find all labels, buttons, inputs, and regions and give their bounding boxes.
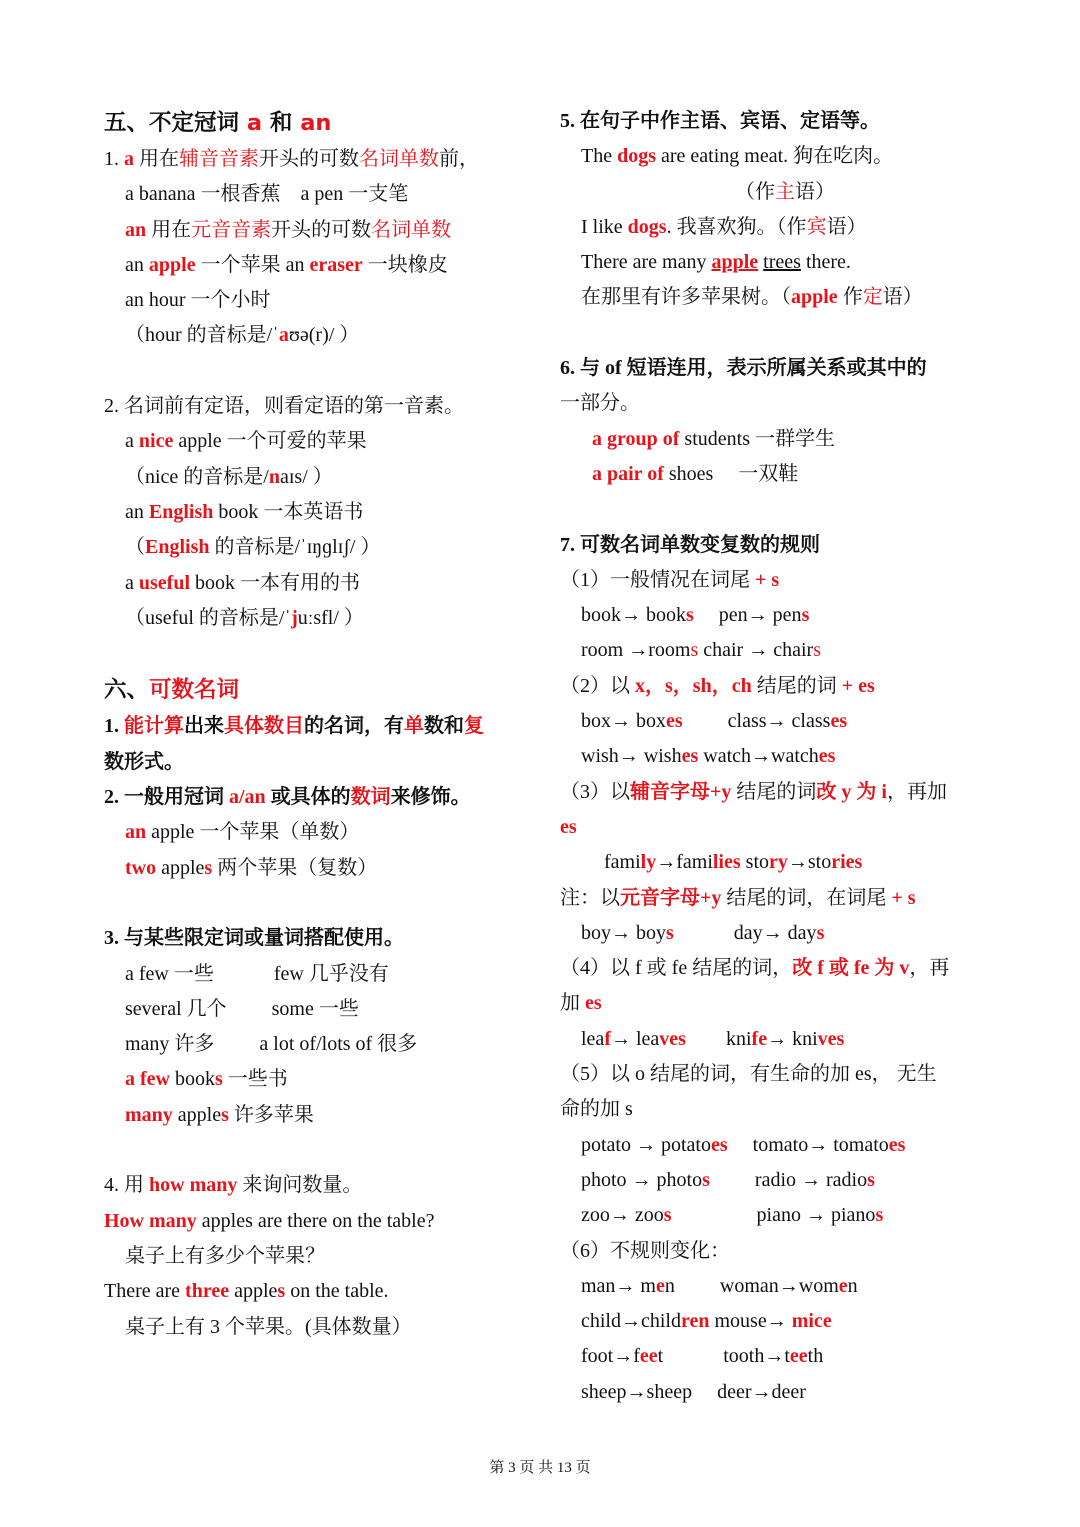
left-section-heading xyxy=(104,104,544,142)
left-text-line xyxy=(104,1310,544,1345)
left-text-line xyxy=(104,495,544,530)
text-segment: 桌子上有 3 个苹果。(具体数量） xyxy=(125,1315,412,1338)
text-segment: zoo→ zoo xyxy=(581,1204,664,1227)
text-segment: s xyxy=(801,604,810,627)
left-text-line xyxy=(104,318,544,353)
text-segment: uːsfl/ ） xyxy=(297,606,364,629)
left-text-line xyxy=(104,566,544,601)
left-text-line xyxy=(104,709,544,744)
text-segment: The xyxy=(581,145,618,168)
text-segment: English xyxy=(145,536,210,559)
text-segment: 语） xyxy=(882,286,923,309)
text-segment: eraser xyxy=(309,253,363,276)
text-segment: book 一本有用的书 xyxy=(190,571,361,594)
left-column xyxy=(104,104,544,1345)
right-text-line xyxy=(560,669,980,704)
left-text-line xyxy=(104,142,544,177)
text-segment: a xyxy=(124,148,134,170)
left-text-line xyxy=(104,389,544,424)
text-segment: mice xyxy=(791,1310,832,1333)
text-segment: ry xyxy=(769,851,788,874)
text-segment: are eating meat. 狗在吃肉。 xyxy=(656,145,894,168)
text-segment: （3）以 xyxy=(560,780,630,803)
right-text-line xyxy=(560,1339,980,1374)
text-segment: 1. xyxy=(104,715,124,738)
text-segment: There are many xyxy=(581,251,712,274)
text-segment: two xyxy=(125,856,157,879)
text-segment: 2. 名词前有定语，则看定语的第一音素。 xyxy=(104,395,464,418)
text-segment: （6）不规则变化： xyxy=(560,1239,730,1262)
right-column xyxy=(560,104,980,1410)
text-segment: ，再加 xyxy=(886,780,947,803)
right-text-line xyxy=(560,104,980,139)
text-segment: nice xyxy=(138,430,174,453)
text-segment: x，s，sh，ch xyxy=(635,674,752,697)
text-segment: radio → radio xyxy=(709,1168,868,1191)
text-segment: 或具体的 xyxy=(265,786,351,809)
text-segment: apples are there on the table? xyxy=(196,1209,435,1232)
text-segment: 1. xyxy=(104,148,124,170)
text-segment: s xyxy=(816,921,825,944)
text-segment: 和 xyxy=(262,110,301,136)
right-text-line xyxy=(560,986,980,1021)
text-segment: （5）以 o 结尾的词，有生命的加 es， 无生 xyxy=(560,1063,937,1086)
text-segment: 加 xyxy=(560,992,585,1015)
right-text-line xyxy=(560,1234,980,1269)
text-segment: a banana 一根香蕉 a pen 一支笔 xyxy=(125,183,409,206)
right-text-line xyxy=(560,1163,980,1198)
text-segment: es xyxy=(710,1133,728,1156)
text-segment: 许多苹果 xyxy=(228,1103,314,1126)
text-segment: （hour 的音标是/ˈ xyxy=(125,324,279,347)
text-segment: 来修饰。 xyxy=(390,786,471,809)
text-segment: fami xyxy=(604,851,641,874)
text-segment: boy→ boy xyxy=(581,921,666,944)
left-text-line xyxy=(104,1274,544,1309)
text-segment: s xyxy=(702,1168,710,1191)
text-segment: s xyxy=(204,856,213,879)
right-text-line xyxy=(560,810,980,845)
left-text-line xyxy=(104,177,544,212)
right-text-line xyxy=(560,1092,980,1127)
text-segment: es xyxy=(818,745,836,768)
right-text-line xyxy=(560,351,980,386)
text-segment: 4. 用 xyxy=(104,1174,149,1197)
text-segment: e xyxy=(656,1274,665,1297)
text-segment: 六、 xyxy=(104,677,150,704)
text-segment: 五、不定冠词 xyxy=(104,110,247,136)
text-segment: es xyxy=(888,1133,906,1156)
text-segment: fe xyxy=(751,1027,768,1050)
text-segment: 7. 可数名词单数变复数的规则 xyxy=(560,533,820,556)
text-segment: an xyxy=(125,500,149,523)
text-segment: 定 xyxy=(862,286,883,309)
text-segment: an xyxy=(125,253,149,276)
text-segment: t tooth→t xyxy=(657,1345,790,1368)
left-text-line xyxy=(104,780,544,815)
text-segment: ee xyxy=(789,1345,808,1368)
left-text-line xyxy=(104,1098,544,1133)
text-segment: 语） xyxy=(795,180,835,203)
text-segment: →fami xyxy=(656,851,713,874)
right-text-line xyxy=(560,280,980,315)
text-segment: 作 xyxy=(837,286,863,309)
text-segment: a xyxy=(125,430,139,453)
text-segment: child→child xyxy=(581,1310,681,1333)
text-segment: ries xyxy=(831,851,863,874)
text-segment: apple xyxy=(148,253,196,276)
left-text-line xyxy=(104,248,544,283)
text-segment: how many xyxy=(149,1174,238,1197)
text-segment: dogs xyxy=(617,145,656,168)
text-segment: class→ class xyxy=(682,710,831,733)
text-segment: 主 xyxy=(775,180,795,203)
right-text-line xyxy=(560,704,980,739)
text-segment: s xyxy=(277,1280,286,1303)
text-segment: chair → chair xyxy=(698,639,814,662)
text-segment: an xyxy=(300,110,332,136)
text-segment: I like xyxy=(581,215,628,238)
text-segment: many xyxy=(125,1103,173,1126)
text-segment: there. xyxy=(800,251,851,274)
text-segment: →sto xyxy=(787,851,832,874)
text-segment: es xyxy=(830,710,848,733)
text-segment: （ xyxy=(125,536,145,559)
text-segment: watch→watch xyxy=(698,745,819,768)
text-segment: useful xyxy=(138,571,191,594)
text-segment: How many xyxy=(104,1209,197,1232)
text-segment: ren xyxy=(680,1310,710,1333)
right-text-line xyxy=(560,457,980,492)
left-text-line xyxy=(104,1027,544,1062)
text-segment: （2）以 xyxy=(560,674,635,697)
text-segment: shoes 一双鞋 xyxy=(663,462,799,485)
text-segment: 在那里有许多苹果树。（ xyxy=(581,286,791,309)
text-segment: 名词单数 xyxy=(359,148,439,170)
text-segment: （nice 的音标是/ xyxy=(125,465,269,488)
text-segment: a group of xyxy=(592,427,680,450)
left-text-line xyxy=(104,1062,544,1097)
right-text-line xyxy=(560,1022,980,1057)
text-segment: 具体数目 xyxy=(224,715,304,738)
right-text-line xyxy=(560,245,980,280)
text-segment: piano → piano xyxy=(671,1204,876,1227)
left-spacer xyxy=(104,636,544,671)
text-segment: s xyxy=(875,1204,884,1227)
text-segment: apple 一个可爱的苹果 xyxy=(173,430,367,453)
text-segment: （作 xyxy=(735,180,775,203)
text-segment: apple xyxy=(172,1103,222,1126)
text-segment: → lea xyxy=(610,1027,660,1050)
text-segment: pen→ pen xyxy=(693,604,802,627)
text-segment: apple 一个苹果（单数） xyxy=(146,821,360,844)
text-segment: 名词单数 xyxy=(371,218,452,241)
left-spacer xyxy=(104,354,544,389)
text-segment: tomato→ tomato xyxy=(727,1133,889,1156)
text-segment: 辅音字母+y xyxy=(630,780,732,803)
right-text-line xyxy=(560,1057,980,1092)
right-text-line xyxy=(560,139,980,174)
right-text-line xyxy=(560,175,980,210)
text-segment: three xyxy=(185,1280,230,1303)
text-segment: many 许多 a lot of/lots of 很多 xyxy=(125,1033,418,1056)
text-segment: sto xyxy=(740,851,769,874)
text-segment: 元音字母+y xyxy=(620,886,722,909)
text-segment: 数和 xyxy=(424,715,464,738)
text-segment: dogs xyxy=(627,215,667,238)
text-segment: apple xyxy=(791,286,838,309)
text-segment: 宾 xyxy=(806,215,827,238)
text-segment: 元音音素 xyxy=(191,218,272,241)
text-segment: 3. 与某些限定词或量词搭配使用。 xyxy=(104,927,404,950)
text-segment: apple xyxy=(229,1280,278,1303)
text-segment: s xyxy=(214,1068,223,1091)
left-text-line xyxy=(104,1239,544,1274)
text-segment: 的名词，有 xyxy=(304,715,404,738)
text-segment: lea xyxy=(581,1027,605,1050)
text-segment: kni xyxy=(685,1027,752,1050)
text-segment: 开头的可数 xyxy=(271,218,372,241)
text-segment: （1）一般情况在词尾 xyxy=(560,568,755,591)
text-segment: . 我喜欢狗。（作 xyxy=(666,215,807,238)
text-segment: 语） xyxy=(826,215,867,238)
text-segment: English xyxy=(148,500,214,523)
text-segment: 开头的可数 xyxy=(259,148,359,170)
right-text-line xyxy=(560,1128,980,1163)
right-text-line xyxy=(560,951,980,986)
right-text-line xyxy=(560,1198,980,1233)
right-spacer xyxy=(560,492,980,527)
text-segment: foot→f xyxy=(581,1345,640,1368)
text-segment: 结尾的词 xyxy=(731,780,817,803)
text-segment: photo → photo xyxy=(581,1168,703,1191)
text-segment: es xyxy=(666,710,683,733)
text-segment: 一部分。 xyxy=(560,392,640,415)
text-segment: day→ day xyxy=(673,921,817,944)
text-segment: book 一本英语书 xyxy=(213,500,364,523)
text-segment: potato → potato xyxy=(581,1133,711,1156)
text-segment: n xyxy=(847,1274,858,1297)
text-segment: a xyxy=(246,110,263,136)
left-text-line xyxy=(104,815,544,850)
text-segment: 一些书 xyxy=(222,1068,288,1091)
text-segment: apple xyxy=(156,856,205,879)
text-segment: j xyxy=(291,606,298,629)
right-text-line xyxy=(560,528,980,563)
text-segment: students 一群学生 xyxy=(679,427,835,450)
page-footer: 第 3 页 共 13 页 xyxy=(489,1460,591,1476)
left-text-line xyxy=(104,1204,544,1239)
right-text-line xyxy=(560,775,980,810)
text-segment: 5. 在句子中作主语、宾语、定语等。 xyxy=(560,110,880,132)
left-section-heading xyxy=(104,671,544,709)
right-text-line xyxy=(560,386,980,421)
left-text-line xyxy=(104,530,544,565)
text-segment: e xyxy=(838,1274,848,1297)
text-segment: mouse→ xyxy=(709,1310,792,1333)
text-segment: es xyxy=(585,992,602,1015)
text-segment: 桌子上有多少个苹果？ xyxy=(125,1244,325,1267)
text-segment: 结尾的词，在词尾 xyxy=(721,886,892,909)
right-text-line xyxy=(560,916,980,951)
text-segment: 来询问数量。 xyxy=(237,1174,363,1197)
text-segment: book xyxy=(169,1068,215,1091)
text-segment: apple xyxy=(711,251,759,274)
text-segment: es xyxy=(560,815,577,838)
right-spacer xyxy=(560,316,980,351)
left-text-line xyxy=(104,1168,544,1203)
text-segment: 可数名词 xyxy=(149,677,240,704)
text-segment: a few 一些 few 几乎没有 xyxy=(125,962,389,985)
text-segment: a xyxy=(125,571,139,594)
text-segment: 用在 xyxy=(134,148,179,170)
text-segment: th xyxy=(807,1345,824,1368)
text-segment: wish→ wish xyxy=(581,745,682,768)
text-segment: several 几个 some 一些 xyxy=(125,997,359,1020)
text-segment: 出来 xyxy=(184,715,224,738)
text-segment: a xyxy=(278,324,289,347)
text-segment: sheep→sheep deer→deer xyxy=(581,1380,806,1403)
left-text-line xyxy=(104,460,544,495)
text-segment: n xyxy=(268,465,280,488)
text-segment: s xyxy=(867,1168,875,1191)
right-text-line xyxy=(560,1304,980,1339)
text-segment: 2. 一般用冠词 xyxy=(104,786,229,809)
right-text-line xyxy=(560,1375,980,1410)
text-segment: 辅音音素 xyxy=(179,148,259,170)
left-text-line xyxy=(104,745,544,780)
text-segment: 数词 xyxy=(350,786,391,809)
text-segment: 命的加 s xyxy=(560,1098,633,1121)
left-text-line xyxy=(104,424,544,459)
text-segment: 单 xyxy=(404,715,424,738)
text-segment: 结尾的词 xyxy=(751,674,842,697)
text-segment: s xyxy=(813,639,821,662)
right-text-line xyxy=(560,563,980,598)
text-segment: s xyxy=(690,639,699,662)
text-segment: 两个苹果（复数） xyxy=(212,856,378,879)
text-segment: a/an xyxy=(229,786,266,809)
text-segment: a few xyxy=(125,1068,170,1091)
text-segment: an xyxy=(125,218,147,241)
text-segment: 一个苹果 an xyxy=(195,253,310,276)
text-segment: 能计算 xyxy=(124,715,184,738)
text-segment: s xyxy=(666,921,674,944)
right-text-line xyxy=(560,598,980,633)
text-segment: ves xyxy=(659,1027,686,1050)
text-segment: 改 y 为 i xyxy=(816,780,887,803)
text-segment: aɪs/ ） xyxy=(280,465,333,488)
text-segment: a pair of xyxy=(592,462,664,485)
text-segment: on the table. xyxy=(285,1280,389,1303)
text-segment: （4）以 f 或 fe 结尾的词， xyxy=(560,957,793,980)
text-segment: + es xyxy=(841,674,875,697)
left-text-line xyxy=(104,601,544,636)
text-segment: There are xyxy=(104,1280,186,1303)
text-segment: lies xyxy=(712,851,741,874)
text-segment: ee xyxy=(639,1345,658,1368)
left-text-line xyxy=(104,992,544,1027)
text-segment: n woman→wom xyxy=(664,1274,839,1297)
text-segment: + s xyxy=(755,568,780,591)
text-segment: 的音标是/ˈɪŋɡlɪʃ/ ） xyxy=(209,536,381,559)
text-segment: ，再 xyxy=(909,957,950,980)
text-segment: f xyxy=(604,1027,611,1050)
left-spacer xyxy=(104,1133,544,1168)
right-text-line xyxy=(560,1269,980,1304)
text-segment: es xyxy=(681,745,699,768)
text-segment: + s xyxy=(891,886,916,909)
left-text-line xyxy=(104,283,544,318)
text-segment: s xyxy=(663,1204,672,1227)
text-segment: ʊə(r)/ ） xyxy=(288,324,360,347)
right-text-line xyxy=(560,845,980,880)
right-text-line xyxy=(560,210,980,245)
left-text-line xyxy=(104,921,544,956)
text-segment: ves xyxy=(817,1027,845,1050)
text-segment: trees xyxy=(763,251,801,274)
left-text-line xyxy=(104,213,544,248)
text-segment: → kni xyxy=(767,1027,818,1050)
text-segment: room →room xyxy=(581,639,691,662)
text-segment: 前， xyxy=(439,148,479,170)
text-segment: 数形式。 xyxy=(104,750,184,773)
text-segment: book→ book xyxy=(581,604,686,627)
right-text-line xyxy=(560,422,980,457)
left-spacer xyxy=(104,886,544,921)
text-segment: 注：以 xyxy=(560,886,620,909)
text-segment: 一块橡皮 xyxy=(362,253,448,276)
text-segment: s xyxy=(221,1103,229,1126)
right-text-line xyxy=(560,633,980,668)
left-text-line xyxy=(104,851,544,886)
right-text-line xyxy=(560,881,980,916)
text-segment: 改 f 或 fe 为 v xyxy=(792,957,910,980)
text-segment: box→ box xyxy=(581,710,666,733)
text-segment: man→ m xyxy=(581,1274,656,1297)
text-segment: s xyxy=(686,604,694,627)
text-segment: an xyxy=(125,821,147,844)
text-segment: 复 xyxy=(464,715,484,738)
text-segment: （useful 的音标是/ˈ xyxy=(125,606,292,629)
left-text-line xyxy=(104,957,544,992)
text-segment: ly xyxy=(640,851,657,874)
text-segment: 6. 与 of 短语连用，表示所属关系或其中的 xyxy=(560,357,927,380)
text-segment: an hour 一个小时 xyxy=(125,289,271,312)
text-segment: 用在 xyxy=(146,218,192,241)
right-text-line xyxy=(560,739,980,774)
